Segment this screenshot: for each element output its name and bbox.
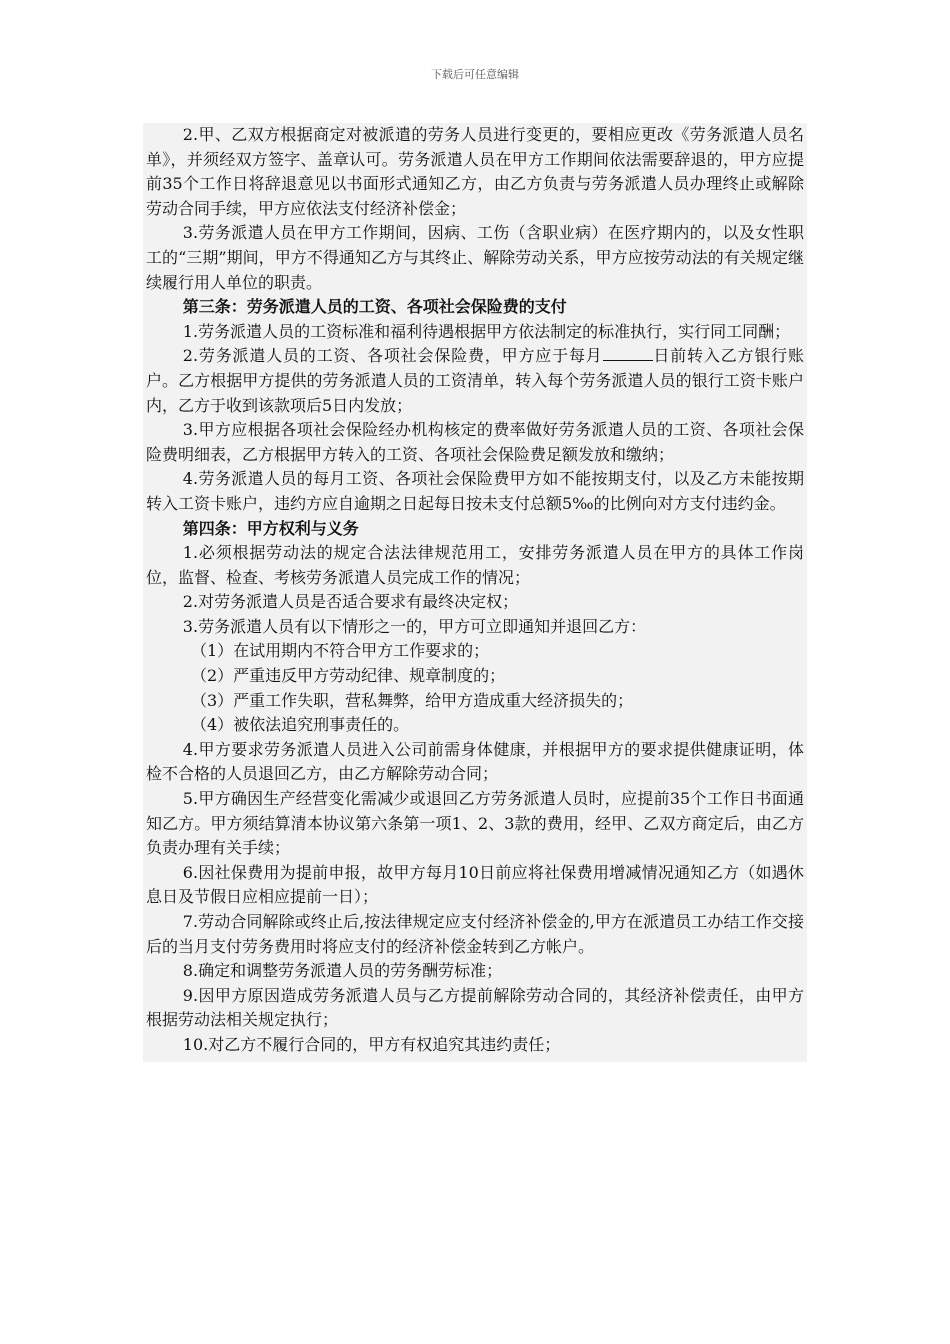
paragraph-with-blank [146, 344, 804, 418]
paragraph-text-before-blank: 2.劳务派遣人员的工资、各项社会保险费，甲方应于每月 [182, 346, 603, 366]
paragraph: 6.因社保费用为提前申报，故甲方每月10日前应将社保费用增减情况通知乙方（如遇休息日及节假日应相应提前一日）； [146, 862, 804, 907]
paragraph: 5.甲方确因生产经营变化需减少或退回乙方劳务派遣人员时，应提前35个工作日书面通知乙方。甲方须结算清本协议第六条第一项1、2、3款的费用，经甲、乙双方商定后，由乙方负责办理有关手续； [146, 789, 804, 858]
sub-item: （3）严重工作失职，营私舞弊，给甲方造成重大经济损失的； [191, 690, 634, 710]
paragraph: 9.因甲方原因造成劳务派遣人员与乙方提前解除劳动合同的，其经济补偿责任，由甲方根据劳动法相关规定执行； [146, 985, 804, 1030]
paragraph: 1.必须根据劳动法的规定合法法律规范用工，安排劳务派遣人员在甲方的具体工作岗位，监督、检查、考核劳务派遣人员完成工作的情况； [146, 543, 804, 587]
fill-in-blank [603, 344, 653, 361]
section-heading: 第四条：甲方权利与义务 [182, 518, 359, 538]
sub-item: （2）严重违反甲方劳动纪律、规章制度的； [191, 666, 506, 686]
paragraph: 10.对乙方不履行合同的，甲方有权追究其违约责任； [182, 1034, 561, 1054]
paragraph: 1.劳务派遣人员的工资标准和福利待遇根据甲方依法制定的标准执行，实行同工同酬； [182, 321, 791, 341]
paragraph: 3.劳务派遣人员有以下情形之一的，甲方可立即通知并退回乙方： [182, 616, 647, 636]
paragraph: 4.甲方要求劳务派遣人员进入公司前需身体健康，并根据甲方的要求提供健康证明，体检不合格的人员退回乙方，由乙方解除劳动合同； [146, 739, 804, 784]
page-header: 下载后可任意编辑 [431, 68, 519, 81]
sub-item: （4）被依法追究刑事责任的。 [191, 715, 410, 735]
paragraph: 4.劳务派遣人员的每月工资、各项社会保险费甲方如不能按期支付，以及乙方未能按期转入工资卡账户，违约方应自逾期之日起每日按未支付总额5‰的比例向对方支付违约金。 [146, 469, 804, 513]
paragraph: 3.劳务派遣人员在甲方工作期间，因病、工伤（含职业病）在医疗期内的，以及女性职工的“三期”期间，甲方不得通知乙方与其终止、解除劳动关系，甲方应按劳动法的有关规定继续履行用人单位的职责。 [146, 223, 804, 292]
paragraph-text-after-blank: 日前转入乙方银行账户。乙方根据甲方提供的劳务派遣人员的工资清单，转入每个劳务派遣人员的银行工资卡账户内，乙方于收到该款项后5日内发放； [146, 346, 804, 415]
sub-item: （1）在试用期内不符合甲方工作要求的； [191, 641, 490, 661]
paragraph: 2.甲、乙双方根据商定对被派遣的劳务人员进行变更的，要相应更改《劳务派遣人员名单》，并须经双方签字、盖章认可。劳务派遣人员在甲方工作期间依法需要辞退的，甲方应提前35个工作日将辞退意见以书面形式通知乙方，由乙方负责与劳务派遣人员办理终止或解除劳动合同手续，甲方应依法支付经济补偿金； [146, 125, 804, 218]
paragraph: 3.甲方应根据各项社会保险经办机构核定的费率做好劳务派遣人员的工资、各项社会保险费明细表，乙方根据甲方转入的工资、各项社会保险费足额发放和缴纳； [146, 420, 804, 464]
section-heading: 第三条：劳务派遣人员的工资、各项社会保险费的支付 [182, 297, 567, 317]
document-body [143, 123, 807, 1062]
paragraph: 8.确定和调整劳务派遣人员的劳务酬劳标准； [182, 961, 503, 981]
paragraph: 7.劳动合同解除或终止后,按法律规定应支付经济补偿金的,甲方在派遣员工办结工作交接后的当月支付劳务费用时将应支付的经济补偿金转到乙方帐户。 [146, 912, 804, 956]
paragraph: 2.对劳务派遣人员是否适合要求有最终决定权； [182, 592, 519, 612]
